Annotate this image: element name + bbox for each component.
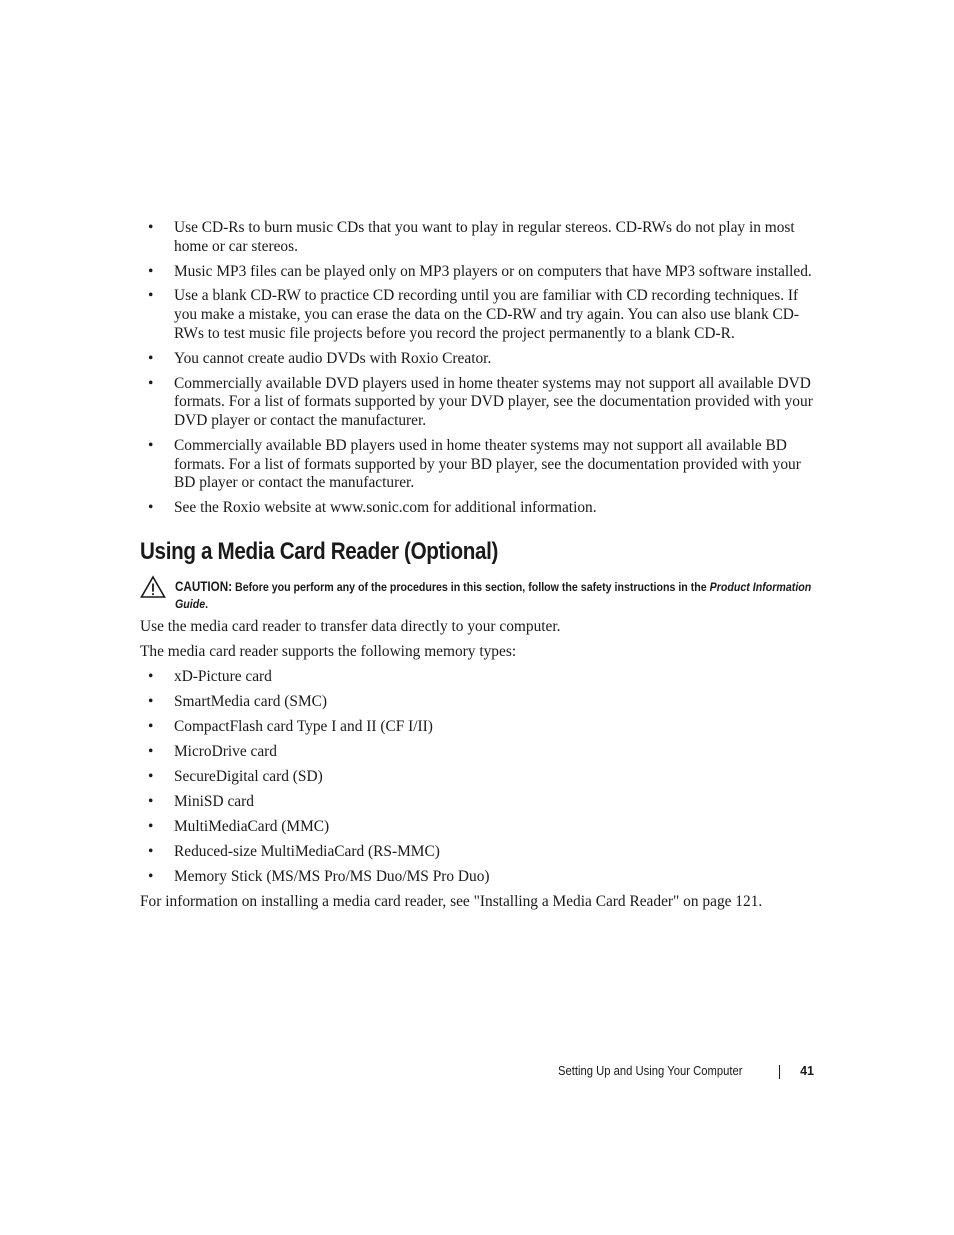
list-item: • You cannot create audio DVDs with Roxio Creator. [140, 350, 820, 369]
memory-types-list [140, 668, 820, 893]
list-item: • Reduced-size MultiMediaCard (RS-MMC) [140, 843, 820, 862]
list-item-roxio-website [140, 499, 820, 518]
section-heading: Using a Media Card Reader (Optional) [140, 538, 499, 565]
website-text-prefix: See the Roxio website at [174, 499, 331, 517]
caution-body: Before you perform any of the procedures in this section, follow the safety instructions in the [232, 580, 710, 594]
cd-tips-list [140, 219, 820, 524]
page-footer [558, 1062, 814, 1080]
list-item: • Commercially available BD players used in home theater systems may not support all available BD formats. For a list of formats supported by your BD player, see the documentation provided with your BD player or contact the manufacturer. [140, 437, 820, 493]
list-item: • Memory Stick (MS/MS Pro/MS Duo/MS Pro Duo) [140, 868, 820, 887]
list-item: • Use a blank CD-RW to practice CD recording until you are familiar with CD recording techniques. If you make a mistake, you can erase the data on the CD-RW and try again. You can also use blank CD-RWs to test music file projects before you record the project permanently to a blank CD-R. [140, 287, 820, 343]
list-item: • MultiMediaCard (MMC) [140, 818, 820, 837]
list-item: • Commercially available DVD players used in home theater systems may not support all available DVD formats. For a list of formats supported by your DVD player, see the documentation provided with your DVD player or contact the manufacturer. [140, 375, 820, 431]
footer-divider [779, 1065, 780, 1079]
caution-end: . [205, 597, 209, 611]
intro-paragraph: Use the media card reader to transfer data directly to your computer. [140, 618, 561, 635]
footer-chapter-title: Setting Up and Using Your Computer [558, 1064, 743, 1078]
install-reference-paragraph: For information on installing a media card reader, see "Installing a Media Card Reader" on page 121. [140, 893, 763, 910]
list-item: • MicroDrive card [140, 743, 820, 762]
caution-notice [175, 578, 815, 613]
supports-paragraph: The media card reader supports the following memory types: [140, 643, 517, 660]
warning-triangle-icon [140, 575, 166, 599]
list-item: • SecureDigital card (SD) [140, 768, 820, 787]
list-item: • Music MP3 files can be played only on MP3 players or on computers that have MP3 software installed. [140, 263, 820, 282]
roxio-website-link[interactable]: www.sonic.com [330, 499, 430, 517]
caution-doc-title: Product Information Guide [175, 580, 812, 611]
page-number: 41 [800, 1064, 814, 1078]
caution-label: CAUTION: [175, 579, 233, 594]
list-item: • CompactFlash card Type I and II (CF I/II) [140, 718, 820, 737]
list-item: • SmartMedia card (SMC) [140, 693, 820, 712]
list-item: • MiniSD card [140, 793, 820, 812]
list-item: • xD-Picture card [140, 668, 820, 687]
website-text-suffix: for additional information. [429, 499, 597, 517]
list-item: • Use CD-Rs to burn music CDs that you want to play in regular stereos. CD-RWs do not play in most home or car stereos. [140, 219, 820, 256]
